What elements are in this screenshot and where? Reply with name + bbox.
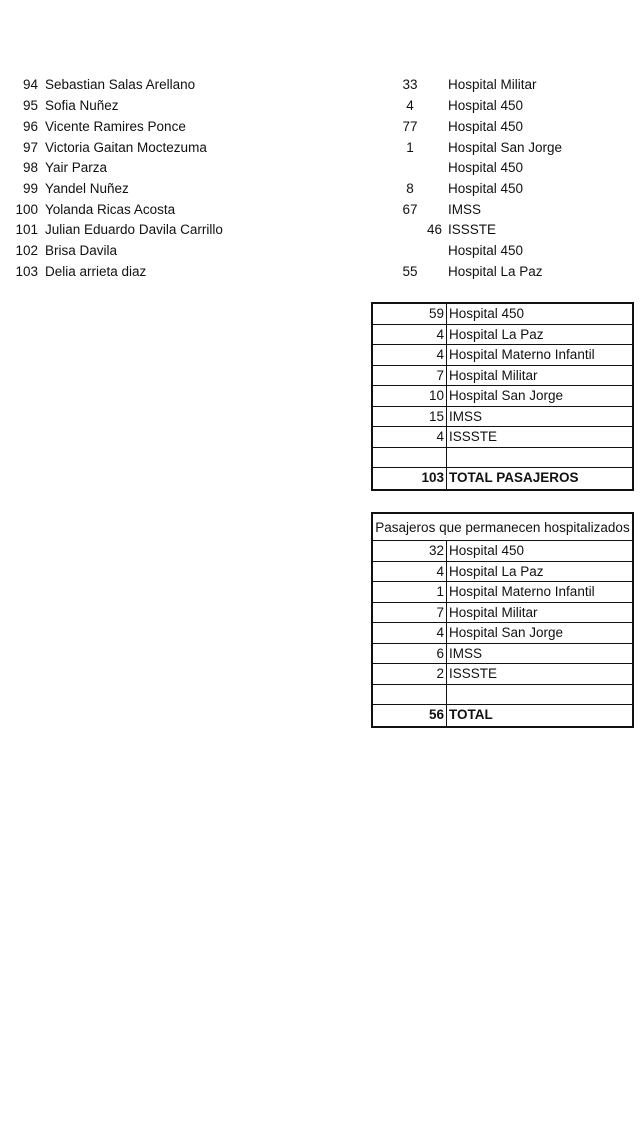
- passenger-name: Yair Parza: [45, 160, 108, 175]
- table-row: [373, 427, 632, 448]
- passenger-number: 103: [15, 264, 38, 279]
- table-row: [373, 325, 632, 346]
- row-count: 7: [373, 603, 447, 623]
- passenger-age: 1: [406, 140, 414, 155]
- row-count: 7: [373, 366, 447, 386]
- row-hospital: [447, 685, 632, 705]
- row-hospital: Hospital San Jorge: [449, 388, 564, 403]
- passenger-hospital: Hospital 450: [448, 98, 524, 113]
- passenger-name: Brisa Davila: [45, 243, 118, 258]
- row-count: 6: [373, 644, 447, 664]
- passenger-row: [0, 138, 640, 158]
- total-count: 56: [373, 705, 447, 726]
- row-hospital: Hospital Materno Infantil: [449, 347, 595, 362]
- passenger-name: Vicente Ramires Ponce: [45, 119, 186, 134]
- table-row: [373, 623, 632, 644]
- row-hospital: Hospital Militar: [449, 367, 538, 383]
- table-row-empty: [373, 448, 632, 469]
- passenger-name: Sebastian Salas Arellano: [45, 77, 196, 92]
- row-hospital: Hospital Militar: [449, 604, 538, 620]
- passenger-hospital: Hospital 450: [448, 243, 524, 258]
- row-count: 10: [373, 386, 447, 406]
- passenger-name: Yolanda Ricas Acosta: [45, 202, 176, 217]
- passenger-age: 77: [402, 119, 418, 134]
- passenger-row: [0, 220, 640, 240]
- table-row: [373, 541, 632, 562]
- passenger-hospital: Hospital 450: [448, 160, 524, 175]
- table-row: [373, 304, 632, 325]
- total-count: 103: [373, 468, 447, 489]
- passenger-name: Sofia Nuñez: [45, 98, 119, 113]
- passenger-name: Julian Eduardo Davila Carrillo: [45, 222, 223, 237]
- row-hospital: ISSSTE: [449, 429, 498, 444]
- table-row: [373, 644, 632, 665]
- table-row: [373, 386, 632, 407]
- passenger-row: [0, 200, 640, 220]
- passenger-row: [0, 179, 640, 199]
- table-row-empty: [373, 685, 632, 706]
- passenger-hospital: Hospital 450: [448, 181, 524, 196]
- row-count: [373, 448, 447, 468]
- table-row: [373, 603, 632, 624]
- total-row: [373, 705, 632, 726]
- passenger-name: Victoria Gaitan Moctezuma: [45, 140, 207, 155]
- passenger-age: 8: [406, 181, 414, 196]
- row-count: 4: [373, 345, 447, 365]
- row-count: 15: [373, 407, 447, 427]
- passenger-number: 102: [15, 243, 38, 258]
- total-label: TOTAL: [449, 707, 493, 722]
- row-hospital: IMSS: [449, 408, 483, 424]
- passenger-number: 101: [15, 222, 38, 237]
- table-title: Pasajeros que permanecen hospitalizados: [373, 514, 632, 541]
- row-hospital: [447, 448, 632, 468]
- passenger-number: 97: [22, 140, 38, 155]
- row-hospital: Hospital Materno Infantil: [449, 584, 595, 599]
- row-hospital: Hospital La Paz: [449, 563, 544, 579]
- table-row: [373, 407, 632, 428]
- passenger-hospital: ISSSTE: [448, 222, 497, 237]
- passenger-number: 100: [15, 202, 38, 217]
- passenger-hospital: Hospital Militar: [448, 77, 537, 92]
- row-hospital: ISSSTE: [449, 666, 498, 681]
- passenger-hospital: IMSS: [448, 202, 482, 217]
- row-count: 4: [373, 325, 447, 345]
- summary-table: [371, 302, 634, 491]
- passenger-number: 99: [22, 181, 38, 196]
- passenger-name: Yandel Nuñez: [45, 181, 129, 196]
- hospitalized-table: [371, 512, 634, 728]
- passenger-row: [0, 96, 640, 116]
- row-count: 4: [373, 562, 447, 582]
- passenger-row: [0, 75, 640, 95]
- total-row: [373, 468, 632, 489]
- passenger-number: 94: [22, 77, 38, 92]
- row-count: 1: [373, 582, 447, 602]
- passenger-name: Delia arrieta diaz: [45, 264, 147, 279]
- row-hospital: Hospital 450: [449, 543, 525, 558]
- passenger-number: 95: [22, 98, 38, 113]
- table-row: [373, 562, 632, 583]
- row-count: [373, 685, 447, 705]
- passenger-hospital: Hospital La Paz: [448, 264, 543, 279]
- passenger-row: [0, 117, 640, 137]
- passenger-hospital: Hospital 450: [448, 119, 524, 134]
- row-hospital: IMSS: [449, 645, 483, 661]
- row-hospital: Hospital 450: [449, 306, 525, 321]
- passenger-row: [0, 241, 640, 261]
- row-hospital: Hospital San Jorge: [449, 625, 564, 640]
- table-row: [373, 664, 632, 685]
- passenger-age: 4: [406, 98, 414, 113]
- total-label: TOTAL PASAJEROS: [449, 470, 579, 485]
- passenger-hospital: Hospital San Jorge: [448, 140, 563, 155]
- passenger-row: [0, 158, 640, 178]
- row-hospital: Hospital La Paz: [449, 326, 544, 342]
- passenger-number: 96: [22, 119, 38, 134]
- table-row: [373, 582, 632, 603]
- row-count: 4: [373, 623, 447, 643]
- table-row: [373, 345, 632, 366]
- passenger-age: 33: [402, 77, 418, 92]
- passenger-row: [0, 262, 640, 282]
- row-count: 32: [373, 541, 447, 561]
- table-row: [373, 366, 632, 387]
- row-count: 2: [373, 664, 447, 684]
- passenger-age: 46: [426, 222, 442, 237]
- passenger-number: 98: [22, 160, 38, 175]
- passenger-age: 55: [402, 264, 418, 279]
- row-count: 4: [373, 427, 447, 447]
- row-count: 59: [373, 304, 447, 324]
- passenger-age: 67: [402, 202, 418, 217]
